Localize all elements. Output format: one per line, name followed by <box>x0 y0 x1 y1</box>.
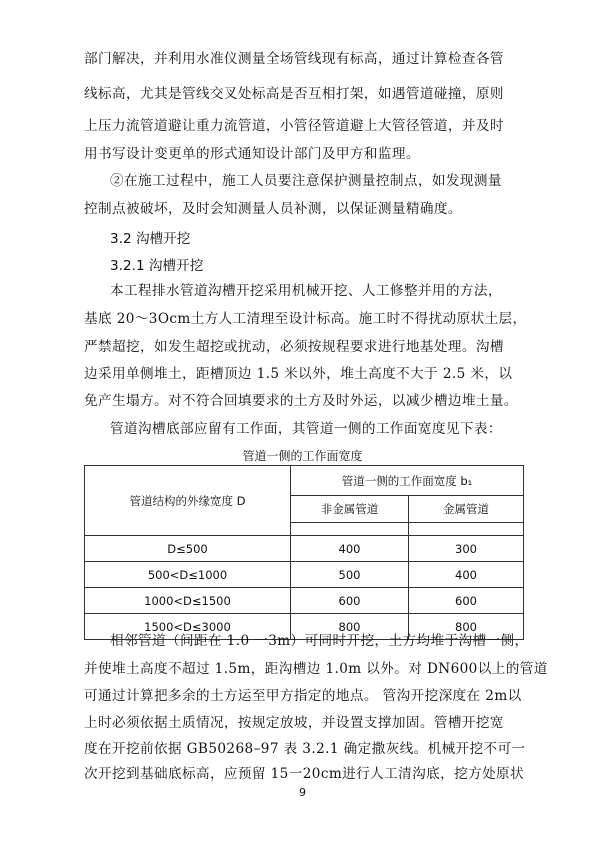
table-cell: 400 <box>409 562 524 588</box>
text-line: 上时必须依据土质情况，按规定放坡，并设置支撑加固。管槽开挖宽 <box>84 715 504 731</box>
table-row <box>85 588 524 614</box>
table-row <box>85 562 524 588</box>
subsection-heading: 3.2.1 沟槽开挖 <box>110 258 204 274</box>
table-spacer-cell <box>291 523 409 536</box>
table-row <box>85 536 524 562</box>
text-line: 并使堆土高度不超过 1.5m，距沟槽边 1.0m 以外。对 DN600以上的管道 <box>84 661 548 677</box>
table-caption: 管道一侧的工作面宽度 <box>242 449 363 463</box>
text-line: 基底 20～3Ocm土方人工清理至设计标高。施工时不得扰动原状土层， <box>84 311 527 327</box>
table-cell: 400 <box>291 536 409 562</box>
table-cell: 800 <box>409 614 524 640</box>
text-line: 边采用单侧堆土，距槽顶边 1.5 米以外，堆土高度不大于 2.5 米，以 <box>84 366 513 382</box>
text-line: 本工程排水管道沟槽开挖采用机械开挖、人工修整并用的方法， <box>110 283 502 299</box>
section-heading: 3.2 沟槽开挖 <box>110 231 191 247</box>
col-header-group: 管道一侧的工作面宽度 b₁ <box>291 466 524 496</box>
text-line: 可通过计算把多余的土方运至甲方指定的地点。 管沟开挖深度在 2m以 <box>84 688 522 704</box>
text-line: 度在开挖前依据 GB50268–97 表 3.2.1 确定撒灰线。机械开挖不可一 <box>84 741 526 757</box>
table-cell: 500 <box>291 562 409 588</box>
text-line: 相邻管道（间距在 1.0 一3m）可同时开挖，土方均堆于沟槽一侧， <box>110 633 529 649</box>
text-line: 免产生塌方。对不符合回填要求的土方及时外运，以减少槽边堆土量。 <box>84 393 518 409</box>
page-number: 9 <box>299 786 306 799</box>
text-line: 上压力流管道避让重力流管道，小管径管道避上大管径管道，并及时 <box>84 118 504 134</box>
col-header-metal: 金属管道 <box>409 496 524 523</box>
text-line: 管道沟槽底部应留有工作面，其管道一侧的工作面宽度见下表： <box>110 421 502 437</box>
text-line: 严禁超挖，如发生超挖或扰动，必须按规程要求进行地基处理。沟槽 <box>84 339 504 355</box>
col-header-nonmetal: 非金属管道 <box>291 496 409 523</box>
col-header-outer-width: 管道结构的外缘宽度 D <box>85 466 291 536</box>
text-line: ②在施工过程中，施工人员要注意保护测量控制点，如发现测量 <box>110 173 502 189</box>
text-line: 用书写设计变更单的形式通知设计部门及甲方和监理。 <box>84 146 420 162</box>
table-cell: 500<D≤1000 <box>85 562 291 588</box>
text-line: 次开挖到基础底标高，应预留 15一20cm进行人工清沟底，挖方处原状 <box>84 766 525 782</box>
table-cell: 1500<D≤3000 <box>85 614 291 640</box>
table-cell: 600 <box>291 588 409 614</box>
table-cell: 800 <box>291 614 409 640</box>
table-cell: D≤500 <box>85 536 291 562</box>
table-cell: 600 <box>409 588 524 614</box>
text-line: 线标高，尤其是管线交叉处标高是否互相打架，如遇管道碰撞，原则 <box>84 86 504 102</box>
text-line: 控制点被破坏，及时会知测量人员补测，以保证测量精确度。 <box>84 201 462 217</box>
work-width-table <box>84 465 524 640</box>
table-cell: 1000<D≤1500 <box>85 588 291 614</box>
text-line: 部门解决，并利用水准仪测量全场管线现有标高，通过计算检查各管 <box>84 51 504 67</box>
table-spacer-cell <box>409 523 524 536</box>
table-cell: 300 <box>409 536 524 562</box>
